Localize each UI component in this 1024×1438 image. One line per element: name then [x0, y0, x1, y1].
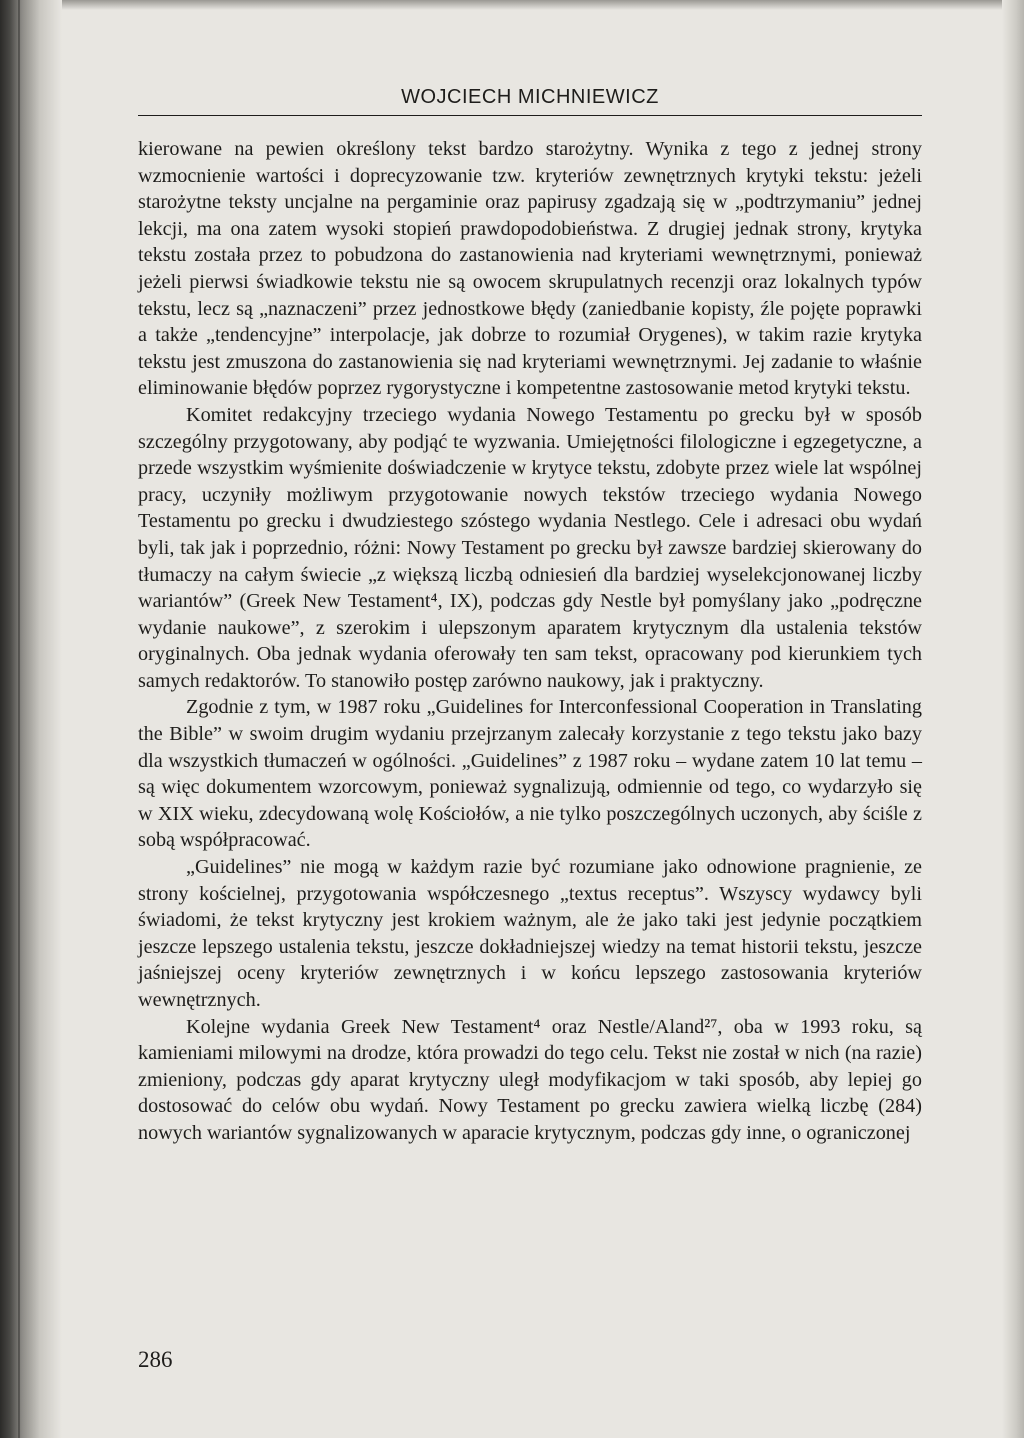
paragraph-5: Kolejne wydania Greek New Testament⁴ oraz Nestle/Aland²⁷, oba w 1993 roku, są kamieniami milowymi na drodze, która prowadzi do tego celu. Tekst nie został w nich (na razie) zmieniony, podczas gdy aparat krytyczny uległ modyfikacjom w taki sposób, aby lepiej go dostosować do celów obu wydań. Nowy Testament po grecku zawiera wielką liczbę (284) nowych wariantów sygnalizowanych w aparacie krytycznym, podczas gdy inne, o ograniczonej: [138, 1015, 922, 1144]
paragraph-1: kierowane na pewien określony tekst bardzo starożytny. Wynika z tego z jednej strony wzmocnienie wartości i doprecyzowanie tzw. kryteriów zewnętrznych krytyki tekstu: jeżeli starożytne teksty uncjalne na pergaminie oraz papirusy zgadzają się w „podtrzymaniu” jednej lekcji, ma ona zatem wysoki stopień prawdopodobieństwa. Z drugiej jednak strony, krytyka tekstu została przez to pobudzona do zastanowienia nad kryteriami wewnętrznymi, ponieważ jeżeli pierwsi świadkowie tekstu nie są owocem skrupulatnych recenzji oraz lokalnych typów tekstu, lecz są „naznaczeni” przez jednostkowe błędy (zaniedbanie kopisty, źle pojęte poprawki a także „tendencyjne” interpolacje, jak dobrze to rozumiał Orygenes), w takim razie krytyka tekstu jest zmuszona do zastanowienia się nad kryteriami wewnętrznymi. Jej zadanie to właśnie eliminowanie błędów poprzez rygorystyczne i kompetentne zastosowanie metod krytyki tekstu.: [138, 138, 922, 400]
page-right-edge: [1002, 0, 1024, 1438]
page-content: [138, 86, 922, 1147]
paragraph-2: Komitet redakcyjny trzeciego wydania Nowego Testamentu po grecku był w sposób szczególny przygotowany, aby podjąć te wyzwania. Umiejętności filologiczne i egzegetyczne, a przede wszystkim wyśmienite doświadczenie w krytyce tekstu, zdobyte przez wiele lat wspólnej pracy, uczyniły możliwym przygotowanie nowych tekstów trzeciego wydania Nowego Testamentu po grecku i dwudziestego szóstego wydania Nestlego. Cele i adresaci obu wydań byli, tak jak i poprzednio, różni: Nowy Testament po grecku był zawsze bardziej skierowany do tłumaczy na całym świecie „z większą liczbą odniesień dla bardziej wyselekcjonowanej liczby wariantów” (Greek New Testament⁴, IX), podczas gdy Nestle był pomyślany jako „podręczne wydanie naukowe”, z szerokim i ulepszonym aparatem krytycznym dla ustalenia tekstów oryginalnych. Oba jednak wydania oferowały ten sam tekst, opracowany pod kierunkiem tych samych redaktorów. To stanowiło postęp zarówno naukowy, jak i praktyczny.: [138, 403, 922, 692]
running-head: WOJCIECH MICHNIEWICZ: [138, 86, 922, 116]
page-number: 286: [138, 1347, 173, 1372]
paragraph-4: „Guidelines” nie mogą w każdym razie być rozumiane jako odnowione pragnienie, ze strony kościelnej, przygotowania współczesnego „textus receptus”. Wszyscy wydawcy byli świadomi, że tekst krytyczny jest krokiem ważnym, ale że jako taki jest jedynie początkiem jeszcze lepszego ustalenia tekstu, jeszcze dokładniejszej wiedzy na temat historii tekstu, jeszcze jaśniejszej oceny kryteriów zewnętrznych i w końcu lepszego zastosowania kryteriów wewnętrznych.: [138, 856, 922, 1011]
book-spine-shadow: [0, 0, 62, 1438]
paragraph-3: Zgodnie z tym, w 1987 roku „Guidelines for Interconfessional Cooperation in Translating the Bible” w swoim drugim wydaniu przejrzanym zalecały korzystanie z tego tekstu jako bazy dla wszystkich tłumaczeń w ogólności. „Guidelines” z 1987 roku – wydane zatem 10 lat temu – są więc dokumentem wzorcowym, ponieważ sygnalizują, odmiennie od tego, co wydarzyło się w XIX wieku, zdecydowaną wolę Kościołów, a nie tylko poszczególnych uczonych, aby ściśle z sobą współpracować.: [138, 696, 922, 852]
page-top-shadow: [0, 0, 1024, 10]
body-text: [138, 136, 922, 1147]
